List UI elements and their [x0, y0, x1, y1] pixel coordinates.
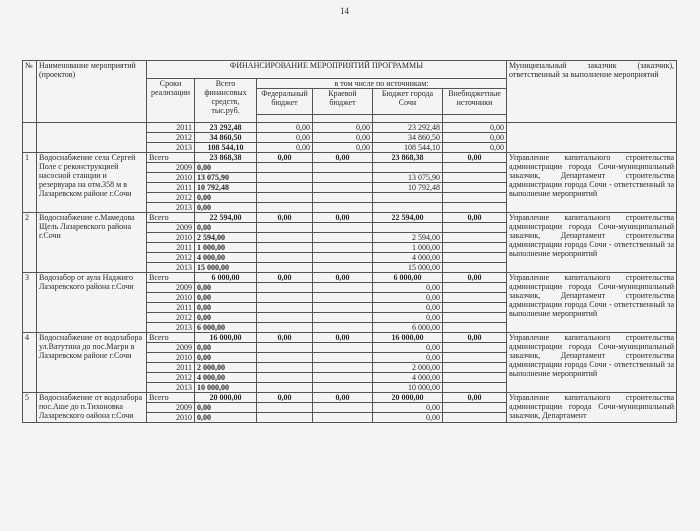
- project-responsible: Управление капитального строительства администрации города Сочи-муниципальный заказчик, Департамент строительства администрации города Сочи - ответственный за выполнение мероприятий: [507, 273, 677, 333]
- project-regional: 0,00: [313, 333, 373, 343]
- year-regional: [313, 203, 373, 213]
- project-city: 20 000,00: [373, 393, 443, 403]
- city-cell: 108 544,10: [373, 143, 443, 153]
- year-federal: [257, 183, 313, 193]
- project-city: 22 594,00: [373, 213, 443, 223]
- year-regional: [313, 243, 373, 253]
- header-num: №: [23, 61, 37, 123]
- year-cell: 2013: [147, 203, 195, 213]
- year-cell: 2009: [147, 223, 195, 233]
- year-federal: [257, 233, 313, 243]
- year-federal: [257, 323, 313, 333]
- project-regional: 0,00: [313, 273, 373, 283]
- year-cell: 2011: [147, 123, 195, 133]
- year-offbudget: [443, 173, 507, 183]
- year-city: 4 000,00: [373, 253, 443, 263]
- year-cell: 2010: [147, 413, 195, 423]
- project-name: Водозабор от аула Наджиго Лазаревского района г.Сочи: [37, 273, 147, 333]
- year-offbudget: [443, 263, 507, 273]
- year-city: 6 000,00: [373, 323, 443, 333]
- year-regional: [313, 263, 373, 273]
- year-regional: [313, 233, 373, 243]
- project-responsible: Управление капитального строительства администрации города Сочи-муниципальный заказчик, Департамент строительства администрации города Сочи - ответственный за выполнение мероприятий: [507, 153, 677, 213]
- year-regional: [313, 163, 373, 173]
- year-total: 2 000,00: [195, 363, 257, 373]
- year-city: 0,00: [373, 283, 443, 293]
- year-regional: [313, 283, 373, 293]
- year-total: 10 792,48: [195, 183, 257, 193]
- project-regional: 0,00: [313, 393, 373, 403]
- year-offbudget: [443, 303, 507, 313]
- year-cell: 2009: [147, 283, 195, 293]
- project-name: Водоснабжение села Сергей Поле с реконструкцией насосной станции и резервуара на отм.358 м в Лазаревском районе г.Сочи: [37, 153, 147, 213]
- year-federal: [257, 293, 313, 303]
- year-total: 0,00: [195, 163, 257, 173]
- year-cell: 2011: [147, 363, 195, 373]
- year-regional: [313, 403, 373, 413]
- project-responsible: Управление капитального строительства администрации города Сочи-муниципальный заказчик, Департамент строительства администрации города Сочи - ответственный за выполнение мероприятий: [507, 213, 677, 273]
- year-cell: 2012: [147, 193, 195, 203]
- project-offbudget: 0,00: [443, 153, 507, 163]
- summary-num-cell: [23, 123, 37, 153]
- year-federal: [257, 253, 313, 263]
- header-federal: Федеральный бюджет: [257, 89, 313, 115]
- project-total: 23 868,38: [195, 153, 257, 163]
- year-federal: [257, 243, 313, 253]
- year-city: [373, 163, 443, 173]
- year-total: 15 000,00: [195, 263, 257, 273]
- year-total: 0,00: [195, 283, 257, 293]
- total-cell: 34 860,50: [195, 133, 257, 143]
- year-cell: 2012: [147, 373, 195, 383]
- year-cell: 2012: [147, 133, 195, 143]
- year-total: 4 000,00: [195, 253, 257, 263]
- year-offbudget: [443, 323, 507, 333]
- project-federal: 0,00: [257, 333, 313, 343]
- project-offbudget: 0,00: [443, 333, 507, 343]
- project-federal: 0,00: [257, 213, 313, 223]
- year-city: 15 000,00: [373, 263, 443, 273]
- page-number: 14: [340, 6, 349, 16]
- project-total: 6 000,00: [195, 273, 257, 283]
- project-num: 3: [23, 273, 37, 333]
- year-offbudget: [443, 413, 507, 423]
- year-total: 1 000,00: [195, 243, 257, 253]
- project-row: [23, 333, 677, 343]
- year-cell: 2010: [147, 233, 195, 243]
- year-offbudget: [443, 253, 507, 263]
- term-all-label: Всего: [147, 273, 195, 283]
- year-regional: [313, 373, 373, 383]
- regional-cell: 0,00: [313, 143, 373, 153]
- year-total: 0,00: [195, 203, 257, 213]
- year-city: [373, 203, 443, 213]
- project-num: 2: [23, 213, 37, 273]
- project-regional: 0,00: [313, 153, 373, 163]
- project-row: [23, 153, 677, 163]
- year-regional: [313, 343, 373, 353]
- year-cell: 2011: [147, 243, 195, 253]
- regional-cell: 0,00: [313, 133, 373, 143]
- term-all-label: Всего: [147, 393, 195, 403]
- year-federal: [257, 263, 313, 273]
- year-regional: [313, 193, 373, 203]
- year-regional: [313, 323, 373, 333]
- header-term: Сроки реализации: [147, 79, 195, 123]
- year-total: 4 000,00: [195, 373, 257, 383]
- year-federal: [257, 163, 313, 173]
- year-offbudget: [443, 373, 507, 383]
- year-regional: [313, 363, 373, 373]
- project-total: 16 000,00: [195, 333, 257, 343]
- year-cell: 2010: [147, 293, 195, 303]
- project-num: 1: [23, 153, 37, 213]
- project-name: Водоснабжение с.Мамедова Щель Лазаревского района г.Сочи: [37, 213, 147, 273]
- year-regional: [313, 413, 373, 423]
- project-city: 6 000,00: [373, 273, 443, 283]
- term-all-label: Всего: [147, 213, 195, 223]
- year-offbudget: [443, 293, 507, 303]
- year-city: 0,00: [373, 313, 443, 323]
- year-city: 0,00: [373, 413, 443, 423]
- year-city: [373, 193, 443, 203]
- year-offbudget: [443, 363, 507, 373]
- year-regional: [313, 353, 373, 363]
- year-cell: 2011: [147, 303, 195, 313]
- total-cell: 108 544,10: [195, 143, 257, 153]
- year-city: 0,00: [373, 343, 443, 353]
- year-city: 0,00: [373, 403, 443, 413]
- project-offbudget: 0,00: [443, 213, 507, 223]
- year-total: 0,00: [195, 313, 257, 323]
- project-city: 23 868,38: [373, 153, 443, 163]
- year-cell: 2013: [147, 383, 195, 393]
- year-city: 1 000,00: [373, 243, 443, 253]
- year-city: 0,00: [373, 293, 443, 303]
- year-regional: [313, 223, 373, 233]
- year-offbudget: [443, 163, 507, 173]
- year-total: 0,00: [195, 343, 257, 353]
- year-total: 0,00: [195, 193, 257, 203]
- year-total: 10 000,00: [195, 383, 257, 393]
- year-offbudget: [443, 343, 507, 353]
- project-responsible: Управление капитального строительства администрации города Сочи-муниципальный заказчик, Департамент строительства администрации города Сочи - ответственный за выполнение мероприятий: [507, 333, 677, 393]
- year-federal: [257, 353, 313, 363]
- project-city: 16 000,00: [373, 333, 443, 343]
- year-total: 0,00: [195, 303, 257, 313]
- year-federal: [257, 203, 313, 213]
- year-city: 0,00: [373, 303, 443, 313]
- year-offbudget: [443, 183, 507, 193]
- year-city: [373, 223, 443, 233]
- year-city: 10 000,00: [373, 383, 443, 393]
- year-federal: [257, 223, 313, 233]
- project-federal: 0,00: [257, 393, 313, 403]
- year-total: 0,00: [195, 403, 257, 413]
- year-cell: 2012: [147, 253, 195, 263]
- term-all-label: Всего: [147, 153, 195, 163]
- offbudget-cell: 0,00: [443, 143, 507, 153]
- year-federal: [257, 403, 313, 413]
- year-cell: 2013: [147, 323, 195, 333]
- federal-cell: 0,00: [257, 143, 313, 153]
- year-federal: [257, 313, 313, 323]
- federal-cell: 0,00: [257, 133, 313, 143]
- total-cell: 23 292,48: [195, 123, 257, 133]
- year-federal: [257, 283, 313, 293]
- year-federal: [257, 363, 313, 373]
- city-cell: 34 860,50: [373, 133, 443, 143]
- year-federal: [257, 193, 313, 203]
- term-all-label: Всего: [147, 333, 195, 343]
- year-regional: [313, 253, 373, 263]
- header-name: Наименование мероприятий (проектов): [37, 61, 147, 123]
- header-regional: Краевой бюджет: [313, 89, 373, 115]
- header-city: Бюджет города Сочи: [373, 89, 443, 115]
- year-cell: 2013: [147, 143, 195, 153]
- year-city: 10 792,48: [373, 183, 443, 193]
- year-city: 2 594,00: [373, 233, 443, 243]
- year-offbudget: [443, 203, 507, 213]
- year-city: 2 000,00: [373, 363, 443, 373]
- year-total: 0,00: [195, 413, 257, 423]
- year-regional: [313, 303, 373, 313]
- year-regional: [313, 183, 373, 193]
- regional-cell: 0,00: [313, 123, 373, 133]
- project-total: 22 594,00: [195, 213, 257, 223]
- year-cell: 2013: [147, 263, 195, 273]
- year-offbudget: [443, 383, 507, 393]
- financing-table: [22, 60, 677, 423]
- project-offbudget: 0,00: [443, 393, 507, 403]
- summary-row: [23, 123, 677, 133]
- year-federal: [257, 173, 313, 183]
- year-city: 4 000,00: [373, 373, 443, 383]
- year-total: 13 075,90: [195, 173, 257, 183]
- year-offbudget: [443, 403, 507, 413]
- year-offbudget: [443, 313, 507, 323]
- year-offbudget: [443, 233, 507, 243]
- year-federal: [257, 303, 313, 313]
- project-offbudget: 0,00: [443, 273, 507, 283]
- federal-cell: 0,00: [257, 123, 313, 133]
- header-customer: Муниципальный заказчик (заказчик), ответственный за выполнение мероприятий: [507, 61, 677, 123]
- header-offbudget: Внебюджетные источники: [443, 89, 507, 115]
- project-regional: 0,00: [313, 213, 373, 223]
- city-cell: 23 292,48: [373, 123, 443, 133]
- year-total: 0,00: [195, 353, 257, 363]
- summary-resp-cell: [507, 123, 677, 153]
- year-regional: [313, 173, 373, 183]
- project-row: [23, 213, 677, 223]
- year-federal: [257, 373, 313, 383]
- year-offbudget: [443, 193, 507, 203]
- project-num: 4: [23, 333, 37, 393]
- year-city: 0,00: [373, 353, 443, 363]
- project-name: Водоснабжение от водозабора пос.Аше до п.Тихоновка Лазаревского оайона г.Сочи: [37, 393, 147, 423]
- year-offbudget: [443, 223, 507, 233]
- year-federal: [257, 413, 313, 423]
- year-cell: 2012: [147, 313, 195, 323]
- project-row: [23, 393, 677, 403]
- summary-name-cell: [37, 123, 147, 153]
- year-total: 6 000,00: [195, 323, 257, 333]
- header-financing: ФИНАНСИРОВАНИЕ МЕРОПРИЯТИЙ ПРОГРАММЫ: [147, 61, 507, 79]
- header-sources: в том числе по источникам:: [257, 79, 507, 89]
- project-name: Водоснабжение от водозабора ул.Ватутина до пос.Магри в Лазаревском районе г.Сочи: [37, 333, 147, 393]
- year-offbudget: [443, 283, 507, 293]
- header-total: Всего финансовых средств, тыс.руб.: [195, 79, 257, 123]
- project-row: [23, 273, 677, 283]
- year-total: 0,00: [195, 223, 257, 233]
- year-federal: [257, 383, 313, 393]
- year-regional: [313, 313, 373, 323]
- project-num: 5: [23, 393, 37, 423]
- year-regional: [313, 383, 373, 393]
- project-federal: 0,00: [257, 153, 313, 163]
- year-offbudget: [443, 243, 507, 253]
- year-cell: 2010: [147, 173, 195, 183]
- year-total: 2 594,00: [195, 233, 257, 243]
- project-responsible: Управление капитального строительства администрации города Сочи-муниципальный заказчик, Департамент: [507, 393, 677, 423]
- year-cell: 2011: [147, 183, 195, 193]
- year-cell: 2010: [147, 353, 195, 363]
- year-city: 13 075,90: [373, 173, 443, 183]
- year-cell: 2009: [147, 343, 195, 353]
- project-federal: 0,00: [257, 273, 313, 283]
- project-total: 20 000,00: [195, 393, 257, 403]
- offbudget-cell: 0,00: [443, 123, 507, 133]
- offbudget-cell: 0,00: [443, 133, 507, 143]
- year-offbudget: [443, 353, 507, 363]
- year-total: 0,00: [195, 293, 257, 303]
- year-federal: [257, 343, 313, 353]
- year-cell: 2009: [147, 403, 195, 413]
- year-cell: 2009: [147, 163, 195, 173]
- year-regional: [313, 293, 373, 303]
